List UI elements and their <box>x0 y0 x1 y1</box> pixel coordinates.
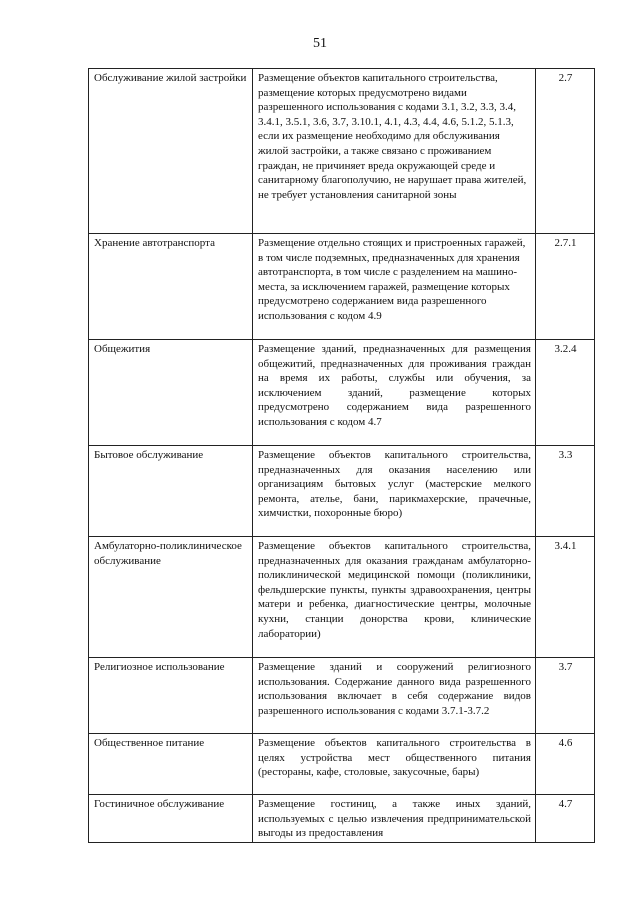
use-name-cell: Обслуживание жилой застройки <box>89 69 253 234</box>
use-description-cell: Размещение объектов капитального строительства в целях устройства мест общественного питания (рестораны, кафе, столовые, закусочные, бары) <box>253 734 536 795</box>
use-name-cell: Гостиничное обслуживание <box>89 795 253 843</box>
table-row <box>89 340 595 446</box>
table-row <box>89 795 595 843</box>
use-code-cell: 3.7 <box>536 658 595 734</box>
use-code-cell: 4.7 <box>536 795 595 843</box>
use-name-cell: Бытовое обслуживание <box>89 446 253 537</box>
use-code-cell: 3.4.1 <box>536 537 595 658</box>
table-row <box>89 658 595 734</box>
use-description-cell: Размещение зданий и сооружений религиозного использования. Содержание данного вида разрешенного использования включает в себя содержание видов разрешенного использования с кодами 3.7.1-3.7.2 <box>253 658 536 734</box>
use-name-cell: Общественное питание <box>89 734 253 795</box>
use-description-cell: Размещение отдельно стоящих и пристроенных гаражей, в том числе подземных, предназначенных для хранения автотранспорта, в том числе с разделением на машино-места, за исключением гаражей, размещение которых предусмотрено содержанием вида разрешенного использования с кодом 4.9 <box>253 234 536 340</box>
page-number: 51 <box>313 36 327 51</box>
use-code-cell: 3.3 <box>536 446 595 537</box>
use-name-cell: Общежития <box>89 340 253 446</box>
table-row <box>89 734 595 795</box>
land-use-table <box>88 68 595 843</box>
use-name-cell: Амбулаторно-поликлиническое обслуживание <box>89 537 253 658</box>
use-name-cell: Хранение автотранспорта <box>89 234 253 340</box>
use-code-cell: 4.6 <box>536 734 595 795</box>
use-description-cell: Размещение объектов капитального строительства, предназначенных для оказания гражданам амбулаторно-поликлинической медицинской помощи (поликлиники, фельдшерские пункты, пункты здравоохранения, центры матери и ребенка, диагностические центры, молочные кухни, станции донорства крови, клинические лаборатории) <box>253 537 536 658</box>
use-description-cell: Размещение объектов капитального строительства, размещение которых предусмотрено видами разрешенного использования с кодами 3.1, 3.2, 3.3, 3.4, 3.4.1, 3.5.1, 3.6, 3.7, 3.10.1, 4.1, 4.3, 4.4, 4.6, 5.1.2, 5.1.3, если их размещение необходимо для обслуживания жилой застройки, а также связано с проживанием граждан, не причиняет вреда окружающей среде и санитарному благополучию, не нарушает права жителей, не требует установления санитарной зоны <box>253 69 536 234</box>
use-code-cell: 3.2.4 <box>536 340 595 446</box>
use-code-cell: 2.7 <box>536 69 595 234</box>
table-row <box>89 234 595 340</box>
use-name-cell: Религиозное использование <box>89 658 253 734</box>
use-description-cell: Размещение объектов капитального строительства, предназначенных для оказания населению или организациям бытовых услуг (мастерские мелкого ремонта, ателье, бани, парикмахерские, прачечные, химчистки, похоронные бюро) <box>253 446 536 537</box>
table-row <box>89 537 595 658</box>
use-code-cell: 2.7.1 <box>536 234 595 340</box>
use-description-cell: Размещение гостиниц, а также иных зданий, используемых с целью извлечения предпринимательской выгоды из предоставления <box>253 795 536 843</box>
table-row <box>89 69 595 234</box>
use-description-cell: Размещение зданий, предназначенных для размещения общежитий, предназначенных для проживания граждан на время их работы, службы или обучения, за исключением зданий, размещение которых предусмотрено содержанием вида разрешенного использования с кодом 4.7 <box>253 340 536 446</box>
table-row <box>89 446 595 537</box>
